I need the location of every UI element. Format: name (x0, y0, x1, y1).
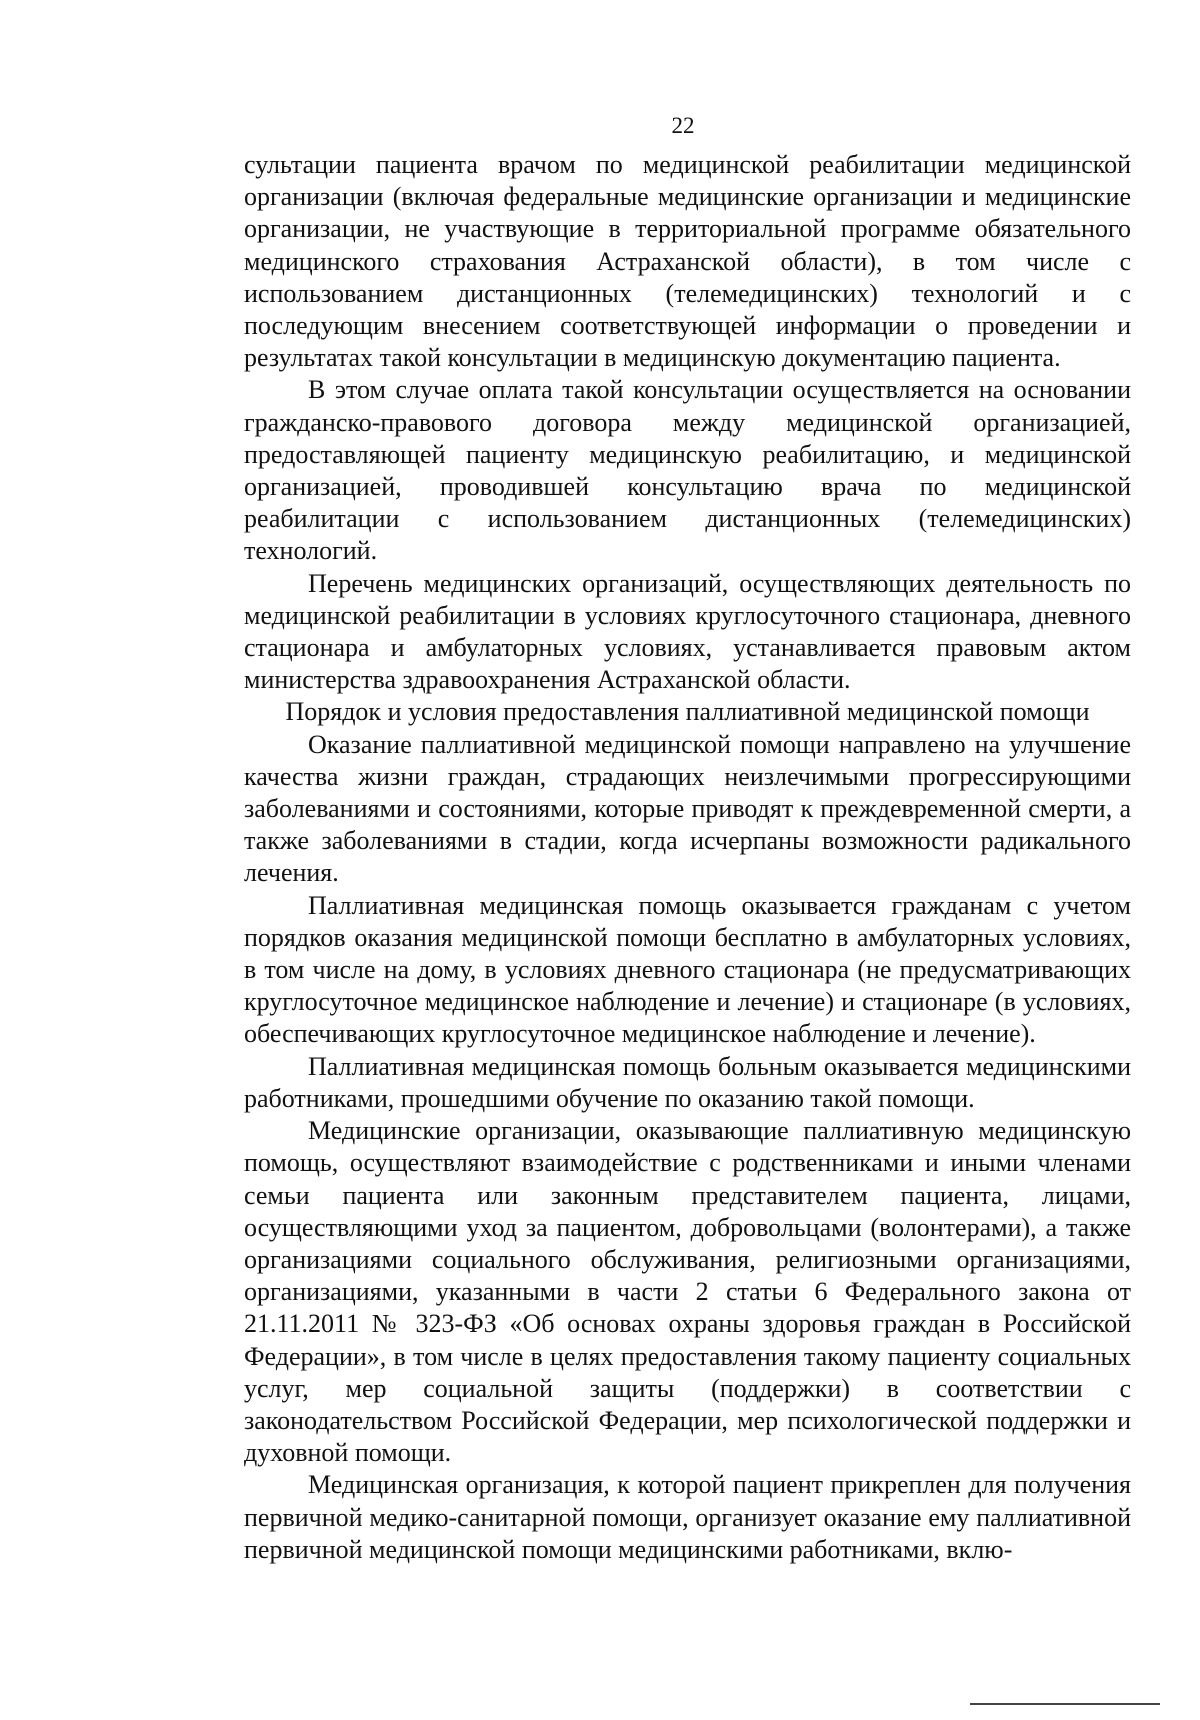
document-body (244, 149, 1131, 1566)
footer-rule (970, 1703, 1160, 1705)
paragraph-organizations-list: Перечень медицинских организаций, осуществляющих деятельность по медицинской реабилитации в условиях круглосуточного стационара, дневного стационара и амбулаторных условиях, устанавливается правовым актом министерства здравоохранения Астраханской области. (244, 568, 1131, 695)
paragraph-palliative-interaction: Медицинские организации, оказывающие паллиативную медицинскую помощь, осуществляют взаимодействие с родственниками и иными членами семьи пациента или законным представителем пациента, лицами, осуществляющими уход за пациентом, добровольцами (волонтерами), а также организациями социального обслуживания, религиозными организациями, организациями, указанными в части 2 статьи 6 Федерального закона от 21.11.2011 № 323-ФЗ «Об основах охраны здоровья граждан в Российской Федерации», в том числе в целях предоставления такому пациенту социальных услуг, мер социальной защиты (поддержки) в соответствии с законодательством Российской Федерации, мер психологической поддержки и духовной помощи. (244, 1116, 1131, 1468)
section-heading: Порядок и условия предоставления паллиативной медицинской помощи (285, 697, 1090, 727)
paragraph-continuation: сультации пациента врачом по медицинской реабилитации медицинской организации (включая федеральные медицинские организации и медицинские организации, не участвующие в территориальной программе обязательного медицинского страхования Астраханской области), в том числе с использованием дистанционных (телемедицинских) технологий и с последующим внесением соответствующей информации о проведении и результатах такой консультации в медицинскую документацию пациента. (244, 150, 1131, 373)
paragraph-palliative-conditions: Паллиативная медицинская помощь оказывается гражданам с учетом порядков оказания медицинской помощи бесплатно в амбулаторных условиях, в том числе на дому, в условиях дневного стационара (не предусматривающих круглосуточное медицинское наблюдение и лечение) и стационаре (в условиях, обеспечивающих круглосуточное медицинское наблюдение и лечение). (244, 890, 1131, 1049)
paragraph-payment: В этом случае оплата такой консультации осуществляется на основании гражданско-правового договора между медицинской организацией, предоставляющей пациенту медицинскую реабилитацию, и медицинской организацией, проводившей консультацию врача по медицинской реабилитации с использованием дистанционных (телемедицинских) технологий. (244, 375, 1131, 566)
page-number: 22 (671, 113, 695, 138)
paragraph-palliative-primary-care: Медицинская организация, к которой пациент прикреплен для получения первичной медико-санитарной помощи, организует оказание ему паллиативной первичной медицинской помощи медицинскими работниками, вклю- (244, 1470, 1131, 1564)
paragraph-palliative-purpose: Оказание паллиативной медицинской помощи направлено на улучшение качества жизни граждан, страдающих неизлечимыми прогрессирующими заболеваниями и состояниями, которые приводят к преждевременной смерти, а также заболеваниями в стадии, когда исчерпаны возможности радикального лечения. (244, 729, 1131, 888)
paragraph-palliative-staff: Паллиативная медицинская помощь больным оказывается медицинскими работниками, прошедшими обучение по оказанию такой помощи. (244, 1051, 1131, 1113)
